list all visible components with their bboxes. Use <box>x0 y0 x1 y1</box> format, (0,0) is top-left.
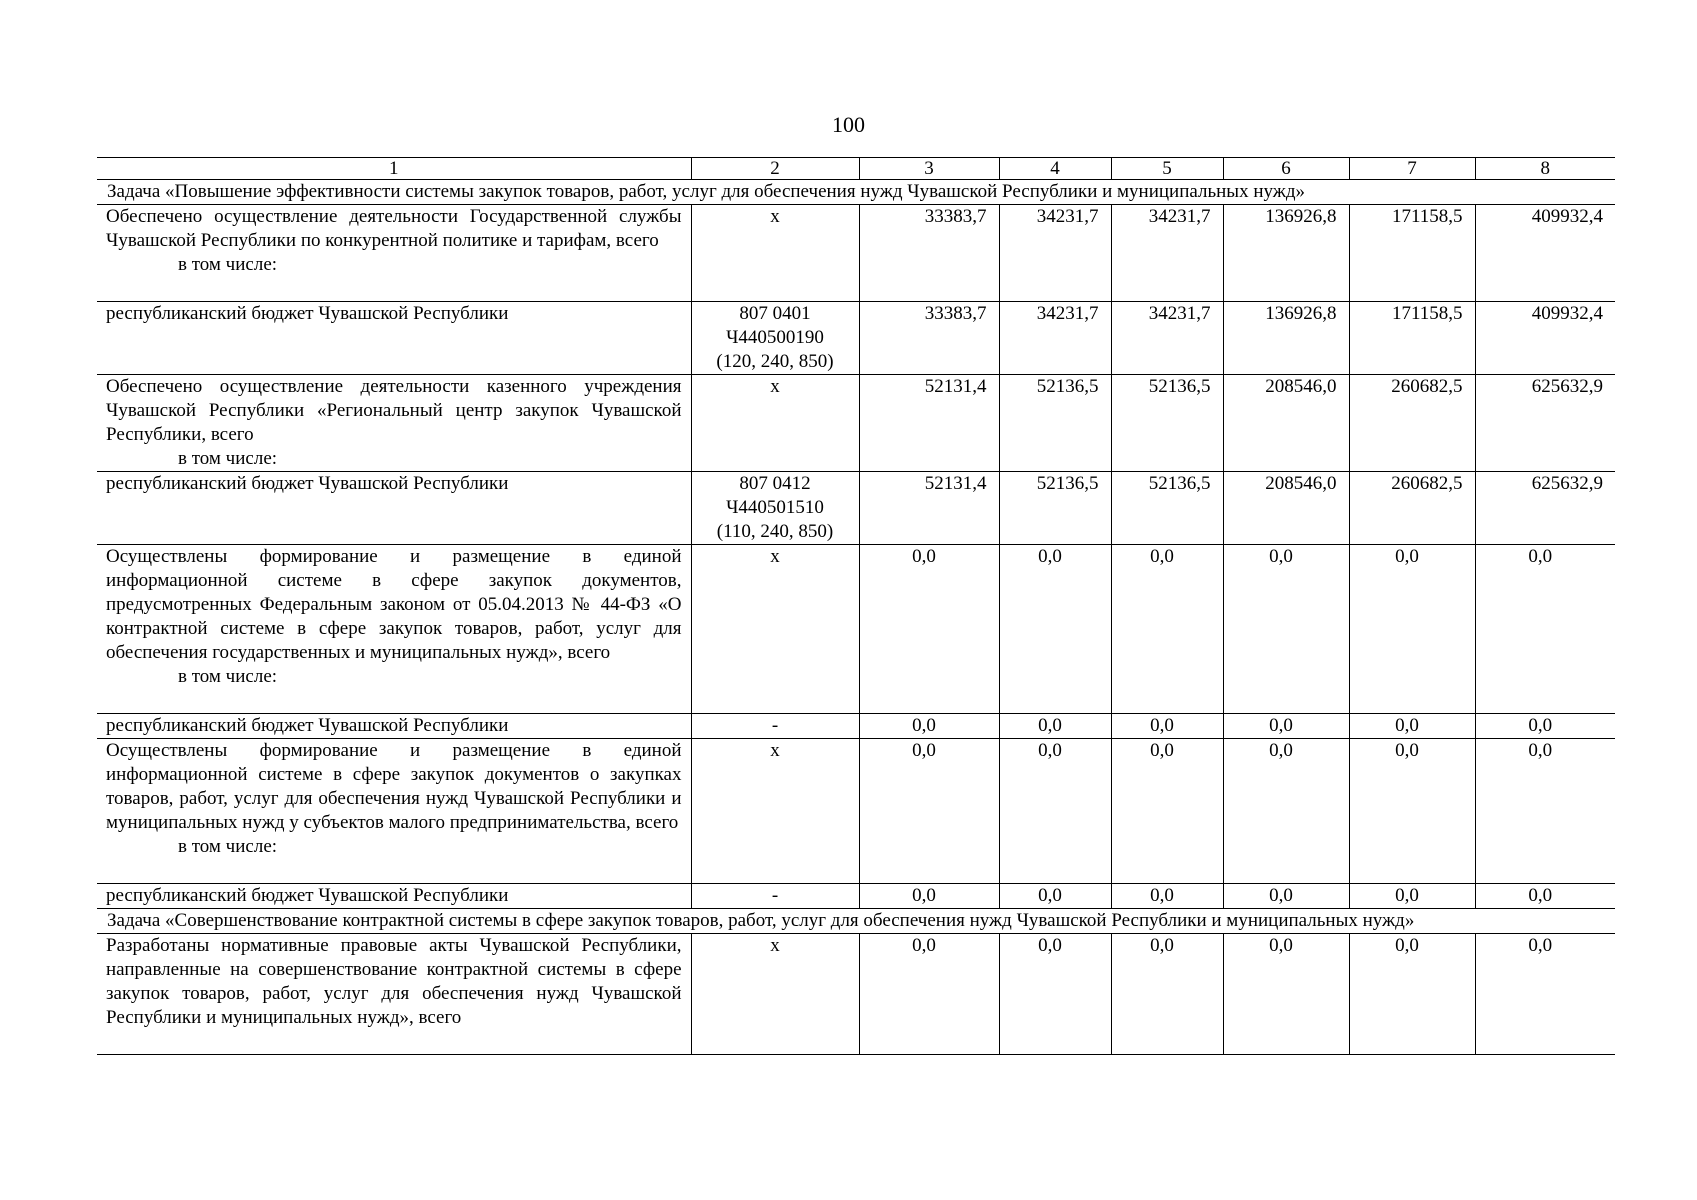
value-cell: 260682,5 <box>1349 375 1475 472</box>
value-cell: 171158,5 <box>1349 205 1475 302</box>
value-cell: 0,0 <box>1349 934 1475 1055</box>
value-cell: 0,0 <box>999 884 1111 909</box>
value-cell: 34231,7 <box>999 205 1111 302</box>
table-row <box>97 472 1615 545</box>
budget-code-line: Ч440500190 <box>726 327 824 348</box>
value-cell: 0,0 <box>1475 884 1615 909</box>
value-cell: 208546,0 <box>1223 472 1349 545</box>
value-cell: 409932,4 <box>1475 302 1615 375</box>
budget-code <box>691 472 859 545</box>
column-header: 1 <box>97 158 691 180</box>
column-number-row <box>97 158 1615 180</box>
in-that-number-label: в том числе: <box>178 254 278 275</box>
value-cell: 0,0 <box>1475 934 1615 1055</box>
value-cell: 136926,8 <box>1223 302 1349 375</box>
value-cell: 0,0 <box>1349 714 1475 739</box>
row-description <box>97 545 691 714</box>
table-row <box>97 545 1615 714</box>
value-cell: 0,0 <box>1475 739 1615 884</box>
budget-code-line: (110, 240, 850) <box>716 521 834 542</box>
value-cell: 0,0 <box>1223 714 1349 739</box>
budget-code-line: (120, 240, 850) <box>716 351 834 372</box>
budget-code-line: Ч440501510 <box>726 497 824 518</box>
in-that-number-label: в том числе: <box>178 448 278 469</box>
value-cell: 0,0 <box>1223 545 1349 714</box>
budget-code: x <box>691 545 859 714</box>
value-cell: 0,0 <box>859 739 999 884</box>
value-cell: 0,0 <box>1475 714 1615 739</box>
task-title: Задача «Повышение эффективности системы закупок товаров, работ, услуг для обеспечения нужд Чувашской Республики и муниципальных нужд» <box>97 180 1615 205</box>
value-cell: 0,0 <box>1475 545 1615 714</box>
value-cell: 34231,7 <box>999 302 1111 375</box>
row-description: республиканский бюджет Чувашской Республики <box>97 714 691 739</box>
column-header: 6 <box>1223 158 1349 180</box>
value-cell: 0,0 <box>1349 884 1475 909</box>
row-description <box>97 375 691 472</box>
table-row <box>97 302 1615 375</box>
value-cell: 0,0 <box>1349 739 1475 884</box>
value-cell: 34231,7 <box>1111 205 1223 302</box>
value-cell: 625632,9 <box>1475 472 1615 545</box>
task-row <box>97 909 1615 934</box>
value-cell: 0,0 <box>859 714 999 739</box>
value-cell: 136926,8 <box>1223 205 1349 302</box>
value-cell: 171158,5 <box>1349 302 1475 375</box>
task-title: Задача «Совершенствование контрактной системы в сфере закупок товаров, работ, услуг для обеспечения нужд Чувашской Республики и муниципальных нужд» <box>97 909 1615 934</box>
task-row <box>97 180 1615 205</box>
value-cell: 0,0 <box>1349 545 1475 714</box>
value-cell: 0,0 <box>859 884 999 909</box>
column-header: 7 <box>1349 158 1475 180</box>
value-cell: 0,0 <box>859 545 999 714</box>
value-cell: 0,0 <box>1111 739 1223 884</box>
in-that-number-label: в том числе: <box>178 666 278 687</box>
value-cell: 0,0 <box>999 545 1111 714</box>
budget-code: x <box>691 739 859 884</box>
row-description: республиканский бюджет Чувашской Республики <box>97 472 691 545</box>
budget-code-line: 807 0412 <box>739 473 811 494</box>
budget-code: x <box>691 205 859 302</box>
row-description <box>97 205 691 302</box>
budget-table <box>97 157 1615 1055</box>
budget-code: x <box>691 934 859 1055</box>
row-description-text: Осуществлены формирование и размещение в единой информационной системе в сфере закупок документов, предусмотренных Федеральным законом от 05.04.2013 № 44-ФЗ «О контрактной системе в сфере закупок товаров, работ, услуг для обеспечения государственных и муниципальных нужд», всего <box>106 546 682 663</box>
table-row <box>97 205 1615 302</box>
value-cell: 0,0 <box>999 934 1111 1055</box>
row-description <box>97 739 691 884</box>
value-cell: 52131,4 <box>859 472 999 545</box>
value-cell: 0,0 <box>999 714 1111 739</box>
budget-code <box>691 302 859 375</box>
row-description: республиканский бюджет Чувашской Республики <box>97 302 691 375</box>
value-cell: 52136,5 <box>999 472 1111 545</box>
budget-code: - <box>691 884 859 909</box>
value-cell: 0,0 <box>1223 739 1349 884</box>
budget-code: - <box>691 714 859 739</box>
row-description-text: Обеспечено осуществление деятельности Государственной службы Чувашской Республики по конкурентной политике и тарифам, всего <box>106 206 682 251</box>
value-cell: 0,0 <box>1111 934 1223 1055</box>
value-cell: 0,0 <box>1223 884 1349 909</box>
row-description-text: Осуществлены формирование и размещение в единой информационной системе в сфере закупок документов о закупках товаров, работ, услуг для обеспечения нужд Чувашской Республики и муниципальных нужд у субъектов малого предпринимательства, всего <box>106 740 682 833</box>
column-header: 3 <box>859 158 999 180</box>
value-cell: 260682,5 <box>1349 472 1475 545</box>
value-cell: 208546,0 <box>1223 375 1349 472</box>
table-row <box>97 884 1615 909</box>
page-number: 100 <box>832 112 865 137</box>
value-cell: 52136,5 <box>1111 375 1223 472</box>
value-cell: 0,0 <box>859 934 999 1055</box>
value-cell: 52136,5 <box>1111 472 1223 545</box>
table-row <box>97 739 1615 884</box>
value-cell: 33383,7 <box>859 205 999 302</box>
value-cell: 52131,4 <box>859 375 999 472</box>
table-row <box>97 714 1615 739</box>
value-cell: 34231,7 <box>1111 302 1223 375</box>
row-description: республиканский бюджет Чувашской Республики <box>97 884 691 909</box>
in-that-number-label: в том числе: <box>178 836 278 857</box>
row-description: Разработаны нормативные правовые акты Чувашской Республики, направленные на совершенствование контрактной системы в сфере закупок товаров, работ, услуг для обеспечения нужд Чувашской Республики и муниципальных нужд», всего <box>97 934 691 1055</box>
value-cell: 0,0 <box>1111 884 1223 909</box>
value-cell: 0,0 <box>1111 714 1223 739</box>
column-header: 5 <box>1111 158 1223 180</box>
table-row <box>97 375 1615 472</box>
value-cell: 0,0 <box>1223 934 1349 1055</box>
value-cell: 409932,4 <box>1475 205 1615 302</box>
value-cell: 0,0 <box>999 739 1111 884</box>
value-cell: 0,0 <box>1111 545 1223 714</box>
table-row <box>97 934 1615 1055</box>
column-header: 4 <box>999 158 1111 180</box>
budget-code: x <box>691 375 859 472</box>
column-header: 8 <box>1475 158 1615 180</box>
value-cell: 33383,7 <box>859 302 999 375</box>
budget-code-line: 807 0401 <box>739 303 811 324</box>
value-cell: 625632,9 <box>1475 375 1615 472</box>
column-header: 2 <box>691 158 859 180</box>
row-description-text: Обеспечено осуществление деятельности казенного учреждения Чувашской Республики «Региональный центр закупок Чувашской Республики, всего <box>106 376 682 445</box>
value-cell: 52136,5 <box>999 375 1111 472</box>
